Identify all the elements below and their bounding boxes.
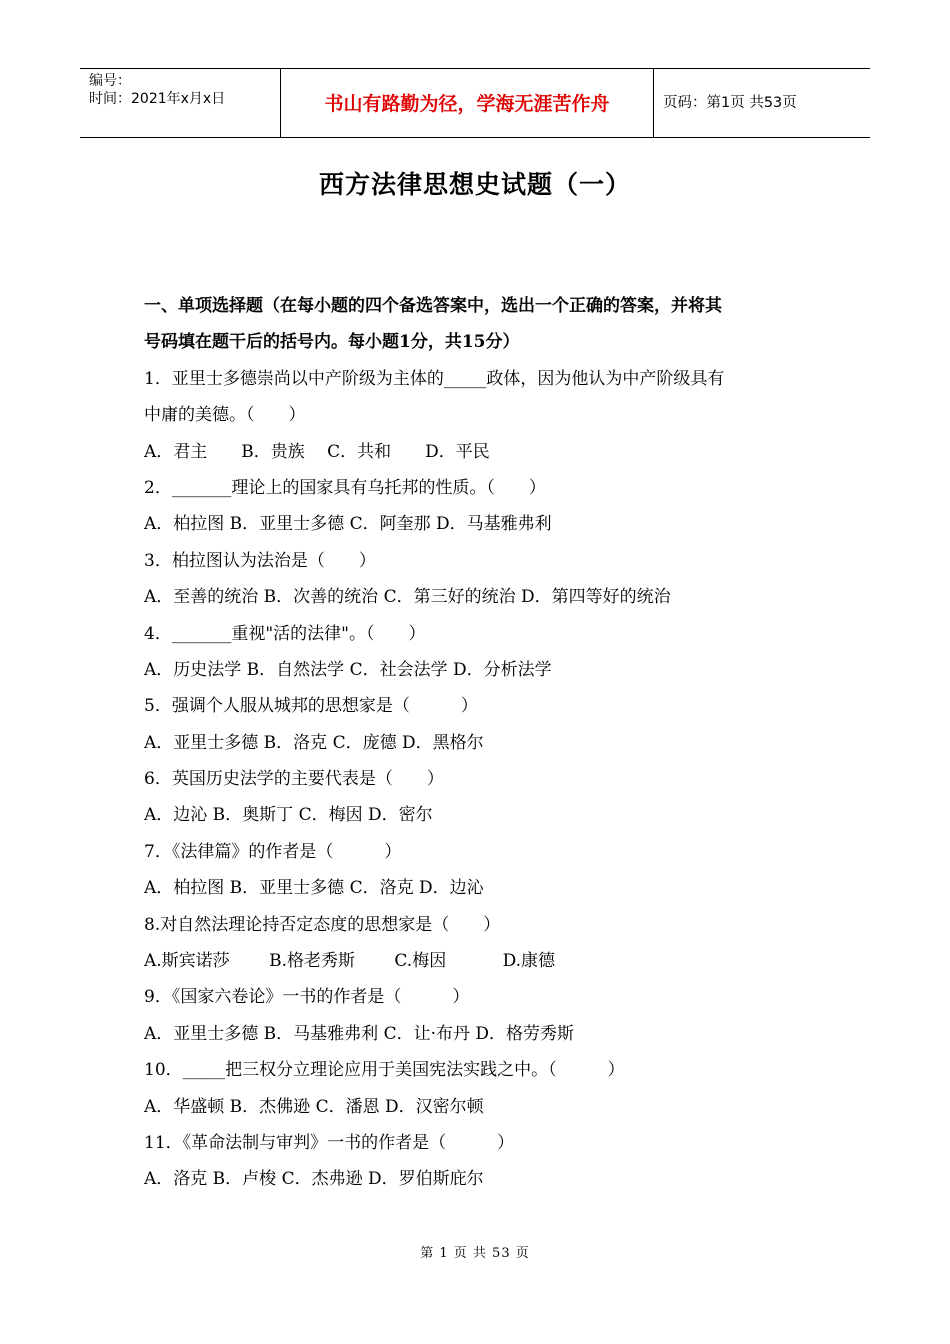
question-11-options: A．洛克 B．卢梭 C．杰弗逊 D．罗伯斯庇尔 <box>144 1169 484 1190</box>
header-page-info: 页码：第1页 共53页 <box>663 95 797 111</box>
header-motto: 书山有路勤为径，学海无涯苦作舟 <box>324 93 610 115</box>
question-1-stem: 1．亚里士多德崇尚以中产阶级为主体的_____政体，因为他认为中产阶级具有 <box>144 368 725 389</box>
question-1-stem-continued: 中庸的美德。（ ） <box>144 405 306 426</box>
question-4-options: A．历史法学 B．自然法学 C．社会法学 D．分析法学 <box>144 659 552 680</box>
header-motto-cell <box>281 69 654 137</box>
question-5-stem: 5．强调个人服从城邦的思想家是（ ） <box>144 696 478 717</box>
question-2-options: A．柏拉图 B．亚里士多德 C．阿奎那 D．马基雅弗利 <box>144 514 552 535</box>
question-8-options: A.斯宾诺莎 B.格老秀斯 C.梅因 D.康德 <box>144 951 556 972</box>
document-title: 西方法律思想史试题（一） <box>318 170 631 199</box>
question-2-stem: 2．_______理论上的国家具有乌托邦的性质。（ ） <box>144 477 546 498</box>
page-footer: 第 1 页 共 53 页 <box>420 1246 530 1261</box>
question-10-stem: 10．_____把三权分立理论应用于美国宪法实践之中。（ ） <box>144 1060 625 1081</box>
question-5-options: A．亚里士多德 B．洛克 C．庞德 D．黑格尔 <box>144 732 484 753</box>
question-section <box>144 288 824 1198</box>
question-7-stem: 7．《法律篇》的作者是（ ） <box>144 841 402 862</box>
question-8-stem: 8.对自然法理论持否定态度的思想家是（ ） <box>144 914 501 935</box>
question-9-options: A．亚里士多德 B．马基雅弗利 C．让·布丹 D．格劳秀斯 <box>144 1023 575 1044</box>
header-meta-cell <box>80 69 281 137</box>
header-page-cell <box>654 69 870 137</box>
question-7-options: A．柏拉图 B．亚里士多德 C．洛克 D．边沁 <box>144 878 484 899</box>
question-3-stem: 3．柏拉图认为法治是（ ） <box>144 550 376 571</box>
question-6-options: A．边沁 B．奥斯丁 C．梅因 D．密尔 <box>144 805 433 826</box>
question-4-stem: 4．_______重视"活的法律"。（ ） <box>144 623 426 644</box>
page-header <box>80 68 870 138</box>
section-heading-continued: 号码填在题干后的括号内。每小题1分，共15分） <box>144 332 520 353</box>
question-1-options: A．君主 B．贵族 C．共和 D．平民 <box>144 441 490 462</box>
question-11-stem: 11．《革命法制与审判》一书的作者是（ ） <box>144 1132 515 1153</box>
question-10-options: A．华盛顿 B．杰佛逊 C．潘恩 D．汉密尔顿 <box>144 1096 484 1117</box>
question-6-stem: 6．英国历史法学的主要代表是（ ） <box>144 769 444 790</box>
question-3-options: A．至善的统治 B．次善的统治 C．第三好的统治 D．第四等好的统治 <box>144 587 671 608</box>
question-9-stem: 9．《国家六卷论》一书的作者是（ ） <box>144 987 470 1008</box>
document-date: 时间：2021年x月x日 <box>89 91 226 107</box>
section-heading: 一、单项选择题（在每小题的四个备选答案中，选出一个正确的答案，并将其 <box>144 296 722 316</box>
document-number-label: 编号： <box>89 73 131 89</box>
